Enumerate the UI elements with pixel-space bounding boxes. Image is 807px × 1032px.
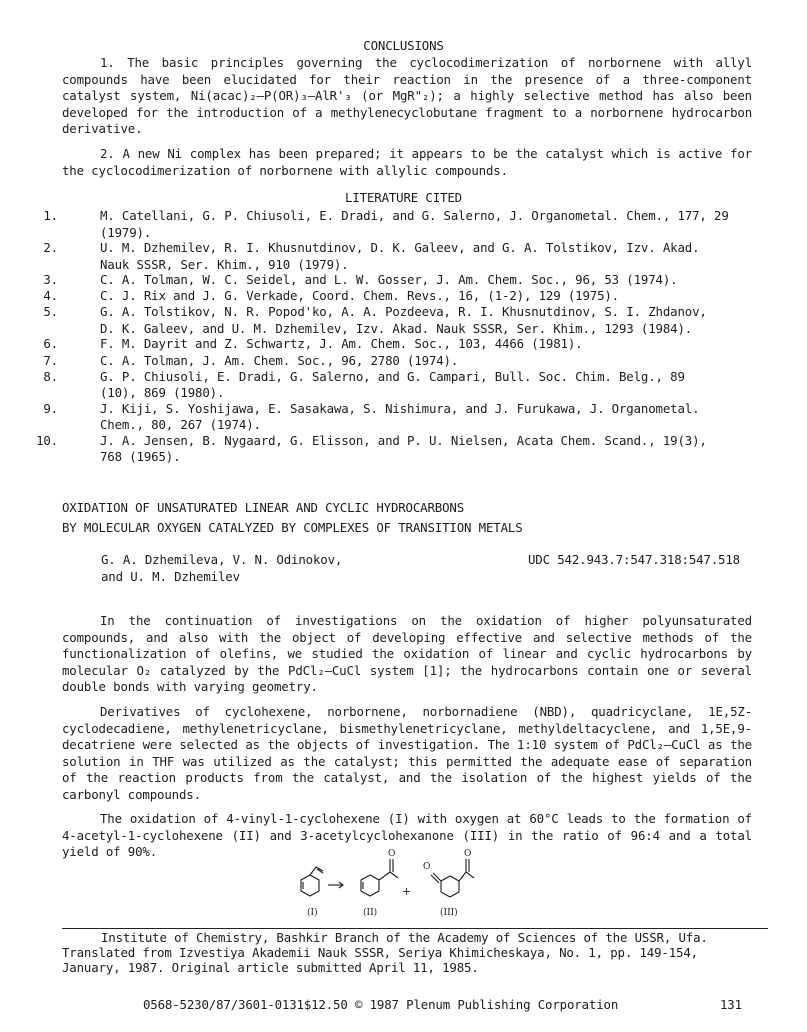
literature-heading: LITERATURE CITED — [345, 190, 462, 205]
reference-line-1: M. Catellani, G. P. Chiusoli, E. Dradi, and G. Salerno, J. Organometal. Chem., 177, 29 — [100, 208, 729, 223]
structure-III — [431, 859, 474, 897]
reference-line-2: Nauk SSSR, Ser. Khim., 910 (1979). — [100, 256, 349, 272]
reference-text — [100, 336, 750, 353]
reference-line-2: 768 (1965). — [100, 449, 181, 465]
reference-line-1: J. A. Jensen, B. Nygaard, G. Elisson, and P. U. Nielsen, Acata Chem. Scand., 19(3), — [100, 432, 707, 448]
reference-line-1: C. A. Tolman, J. Am. Chem. Soc., 96, 2780 (1974). — [100, 352, 459, 368]
reference-text — [100, 288, 750, 305]
reference-number: 2. — [43, 240, 58, 255]
conclusion-item-1: 1. The basic principles governing the cyclocodimerization of norbornene with allyl compounds have been elucidated for their reaction in the presence of a three-component catalyst system, Ni(acac)₂–P(OR)₃–AlR'₃ (or MgR"₂); a highly selective method has also been developed for the introduction of a methylenecyclobutane fragment to a norbornene hydrocarbon derivative. — [62, 55, 752, 136]
structure-II — [361, 859, 398, 896]
reference-number: 6. — [43, 336, 58, 352]
authors-line-2: and U. M. Dzhemilev — [101, 569, 240, 584]
reference-number: 3. — [43, 272, 58, 287]
label-I: (I) — [307, 908, 318, 918]
reference-text — [100, 369, 750, 402]
reference-text — [100, 304, 750, 337]
reference-number: 4. — [43, 288, 58, 304]
reference-line-1: F. M. Dayrit and Z. Schwartz, J. Am. Chem. Soc., 103, 4466 (1981). — [100, 336, 583, 352]
footnote-line-3: January, 1987. Original article submitted April 11, 1985. — [62, 960, 479, 975]
conclusion-item-2: 2. A new Ni complex has been prepared; it appears to be the catalyst which is active for the cyclocodimerization of norbornene with allylic compounds. — [62, 146, 752, 178]
reference-number: 10. — [36, 432, 58, 448]
label-III: (III) — [440, 908, 458, 918]
footer-copyright-code: 0568-5230/87/3601-0131$12.50 © 1987 Plenum Publishing Corporation — [143, 997, 619, 1012]
reference-line-1: G. P. Chiusoli, E. Dradi, G. Salerno, and G. Campari, Bull. Soc. Chim. Belg., 89 — [100, 368, 685, 384]
reference-text — [100, 208, 750, 241]
reference-number: 7. — [43, 352, 58, 368]
label-II: (II) — [363, 908, 378, 918]
body-paragraph-3: The oxidation of 4-vinyl-1-cyclohexene (I) with oxygen at 60°C leads to the formation of 4-acetyl-1-cyclohexene (II) and 3-acetylcyclohexanone (III) in the ratio of 96:4 and a total yield of 90%. — [62, 811, 752, 859]
reference-number: 5. — [43, 304, 58, 320]
article-title-line-1: OXIDATION OF UNSATURATED LINEAR AND CYCLIC HYDROCARBONS — [62, 500, 465, 515]
reference-line-2: (1979). — [100, 224, 152, 240]
reaction-scheme — [290, 845, 500, 923]
reference-line-2: D. K. Galeev, and U. M. Dzhemilev, Izv. Akad. Nauk SSSR, Ser. Khim., 1293 (1984). — [100, 320, 693, 336]
atom-O-II: O — [388, 849, 396, 859]
reference-number: 9. — [43, 400, 58, 416]
reference-line-2: Chem., 80, 267 (1974). — [100, 417, 261, 433]
reference-text — [100, 353, 750, 370]
article-title-line-2: BY MOLECULAR OXYGEN CATALYZED BY COMPLEXES OF TRANSITION METALS — [62, 520, 523, 535]
footnote-rule — [62, 928, 768, 929]
body-paragraph-2: Derivatives of cyclohexene, norbornene, norbornadiene (NBD), quadricyclane, 1E,5Z-cyclodecadiene, methylenetricyclane, bismethylenetricyclane, methyldeltacyclene, and 1,5E,9-decatriene were selected as the objects of investigation. The 1:10 system of PdCl₂–CuCl as the solution in THF was utilized as the catalyst; this permitted the adequate ease of separation of the reaction products from the catalyst, and the isolation of the highest yields of the carbonyl compounds. — [62, 704, 752, 802]
page-number: 131 — [720, 997, 742, 1012]
udc-code: UDC 542.943.7:547.318:547.518 — [528, 552, 740, 567]
reference-text — [100, 240, 750, 273]
body-paragraph-1: In the continuation of investigations on the oxidation of higher polyunsaturated compounds, and also with the object of developing effective and selective methods of the functionalization of olefins, we studied the oxidation of linear and cyclic hydrocarbons by molecular O₂ catalyzed by the PdCl₂–CuCl system [1]; the hydrocarbons contain one or several double bonds with varying geometry. — [62, 613, 752, 694]
structure-I — [301, 867, 323, 896]
reference-line-1: G. A. Tolstikov, N. R. Popod'ko, A. A. Pozdeeva, R. I. Khusnutdinov, S. I. Zhdanov, — [100, 304, 707, 320]
reference-text — [100, 433, 750, 466]
authors-line-1: G. A. Dzhemileva, V. N. Odinokov, — [101, 552, 343, 567]
reference-number: 1. — [43, 208, 58, 223]
reference-line-1: U. M. Dzhemilev, R. I. Khusnutdinov, D. K. Galeev, and G. A. Tolstikov, Izv. Akad. — [100, 240, 700, 255]
reference-line-1: J. Kiji, S. Yoshijawa, E. Sasakawa, S. Nishimura, and J. Furukawa, J. Organometal. — [100, 400, 700, 416]
footnote-line-2: Translated from Izvestiya Akademii Nauk SSSR, Seriya Khimicheskaya, No. 1, pp. 149-154, — [62, 945, 698, 960]
atom-O-III-ring: O — [423, 862, 431, 872]
plus-sign: + — [402, 885, 412, 898]
atom-O-III-acetyl: O — [464, 849, 472, 859]
reference-number: 8. — [43, 368, 58, 384]
reference-text — [100, 401, 750, 434]
reference-line-2: (10), 869 (1980). — [100, 385, 225, 401]
conclusions-heading: CONCLUSIONS — [363, 38, 444, 53]
footnote-line-1: Institute of Chemistry, Bashkir Branch of the Academy of Sciences of the USSR, Ufa. — [101, 930, 708, 945]
reference-line-1: C. J. Rix and J. G. Verkade, Coord. Chem. Revs., 16, (1-2), 129 (1975). — [100, 288, 619, 304]
reference-text — [100, 272, 750, 289]
reference-line-1: C. A. Tolman, W. C. Seidel, and L. W. Gosser, J. Am. Chem. Soc., 96, 53 (1974). — [100, 272, 678, 287]
